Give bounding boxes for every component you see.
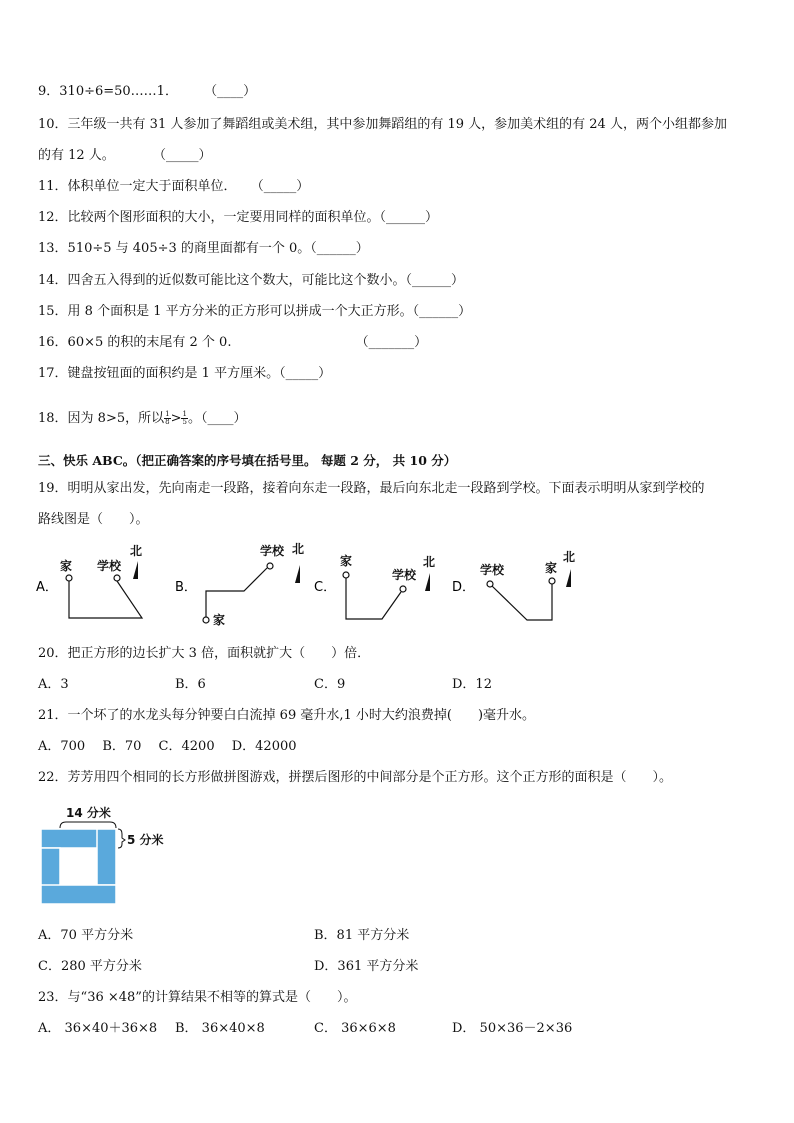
home-label: 家 <box>545 561 558 575</box>
question-15: 15．用 8 个面积是 1 平方分米的正方形可以拼成一个大正方形。（______） <box>38 304 472 319</box>
option-d-label[interactable]: D． <box>452 580 476 595</box>
option-b-label[interactable]: B． <box>175 580 197 595</box>
north-label: 北 <box>423 555 436 569</box>
route-path <box>206 568 267 617</box>
rectangle-bottom <box>41 885 116 904</box>
option-c-label[interactable]: C． <box>314 580 337 595</box>
width-brace <box>118 829 125 848</box>
q22-option-d[interactable]: D．361 平方分米 <box>314 959 419 974</box>
section-3-heading: 三、快乐 ABC。（把正确答案的序号填在括号里。 每题 2 分， 共 10 分） <box>38 453 457 468</box>
route-path <box>69 581 142 618</box>
q21-options[interactable]: A．700 B．70 C．4200 D．42000 <box>38 739 297 754</box>
q20-option-a[interactable]: A．3 <box>38 677 69 692</box>
question-19-line2: 路线图是（ ）。 <box>38 512 149 527</box>
school-label: 学校 <box>480 563 505 577</box>
north-arrow-icon <box>425 573 430 591</box>
question-18-prefix: 18．因为 8>5，所以 <box>38 411 165 426</box>
q20-option-d[interactable]: D．12 <box>452 677 492 692</box>
home-point <box>203 617 209 623</box>
q23-option-a[interactable]: A． 36×40＋36×8 <box>38 1021 158 1036</box>
question-16-text: 16．60×5 的积的末尾有 2 个 0. <box>38 335 232 350</box>
q22-option-c[interactable]: C．280 平方分米 <box>38 959 142 974</box>
question-10-line2 <box>38 147 211 165</box>
question-9 <box>38 83 256 101</box>
question-22: 22．芳芳用四个相同的长方形做拼图游戏，拼摆后图形的中间部分是个正方形。这个正方形的面积是（ ）。 <box>38 770 673 785</box>
question-18 <box>38 408 246 430</box>
route-path <box>492 584 552 620</box>
school-label: 学校 <box>97 559 122 573</box>
q20-option-c[interactable]: C．9 <box>314 677 346 692</box>
route-map-a <box>60 544 142 618</box>
rectangle-right <box>97 829 116 885</box>
question-11-text: 11．体积单位一定大于面积单位． <box>38 179 237 194</box>
question-16 <box>38 334 427 352</box>
question-10-text: 的有 12 人。 <box>38 148 115 163</box>
q23-option-c[interactable]: C． 36×6×8 <box>314 1021 396 1036</box>
q23-option-d[interactable]: D． 50×36－2×36 <box>452 1021 573 1036</box>
route-map-c <box>340 553 435 619</box>
school-point <box>114 575 120 581</box>
home-label: 家 <box>60 559 73 573</box>
route-path <box>346 578 401 619</box>
question-18-suffix: 。（____） <box>187 411 247 426</box>
home-label: 家 <box>213 613 226 627</box>
north-arrow-icon <box>566 569 571 587</box>
school-point <box>400 586 406 592</box>
school-label: 学校 <box>260 544 285 558</box>
question-17: 17．键盘按钮面的面积约是 1 平方厘米。（_____） <box>38 366 332 381</box>
answer-blank[interactable]: （____） <box>204 84 257 99</box>
q23-option-b[interactable]: B． 36×40×8 <box>175 1021 265 1036</box>
length-label: 14 分米 <box>66 806 111 820</box>
question-20: 20．把正方形的边长扩大 3 倍，面积就扩大（ ）倍． <box>38 646 371 661</box>
q22-option-a[interactable]: A．70 平方分米 <box>38 928 134 943</box>
school-label: 学校 <box>392 568 417 582</box>
answer-blank[interactable]: （_____） <box>250 179 310 194</box>
q22-option-b[interactable]: B．81 平方分米 <box>314 928 410 943</box>
option-a-label[interactable]: A． <box>36 580 58 595</box>
fraction-1-5: $\frac{1}{5}$ <box>182 410 187 426</box>
question-21: 21．一个坏了的水龙头每分钟要白白流掉 69 毫升水,1 小时大约浪费掉( )毫升水。 <box>38 708 536 723</box>
fraction-1-8: $\frac{1}{8}$ <box>165 410 170 426</box>
greater-than-sign: > <box>170 411 182 426</box>
home-point <box>66 575 72 581</box>
home-point <box>549 578 555 584</box>
route-maps-figure <box>0 537 794 632</box>
question-19-line1: 19．明明从家出发，先向南走一段路，接着向东走一段路，最后向东北走一段路到学校。下面表示明明从家到学校的 <box>38 481 705 496</box>
question-10-line1: 10．三年级一共有 31 人参加了舞蹈组或美术组，其中参加舞蹈组的有 19 人，参加美术组的有 24 人，两个小组都参加 <box>38 117 727 132</box>
answer-blank[interactable]: （_______） <box>355 335 428 350</box>
north-label: 北 <box>563 550 576 564</box>
length-brace <box>60 822 116 828</box>
question-14: 14．四舍五入得到的近似数可能比这个数大，可能比这个数小。（______） <box>38 273 465 288</box>
question-13: 13．510÷5 与 405÷3 的商里面都有一个 0。（______） <box>38 241 369 256</box>
width-label: 5 分米 <box>127 833 164 847</box>
home-point <box>343 572 349 578</box>
home-label: 家 <box>340 554 353 568</box>
north-label: 北 <box>130 544 143 558</box>
q20-option-b[interactable]: B．6 <box>175 677 206 692</box>
rectangle-puzzle-figure <box>36 800 176 905</box>
center-square <box>60 848 97 885</box>
north-label: 北 <box>292 542 305 556</box>
school-point <box>267 563 273 569</box>
question-23: 23．与“36 ×48”的计算结果不相等的算式是（ ）。 <box>38 990 357 1005</box>
route-map-d <box>480 550 575 620</box>
question-12: 12．比较两个图形面积的大小，一定要用同样的面积单位。（______） <box>38 210 439 225</box>
route-map-b <box>203 542 304 627</box>
north-arrow-icon <box>133 561 138 579</box>
question-11 <box>38 178 309 196</box>
north-arrow-icon <box>295 565 300 583</box>
answer-blank[interactable]: （_____） <box>152 148 212 163</box>
question-9-text: 9．310÷6=50……1． <box>38 84 178 99</box>
